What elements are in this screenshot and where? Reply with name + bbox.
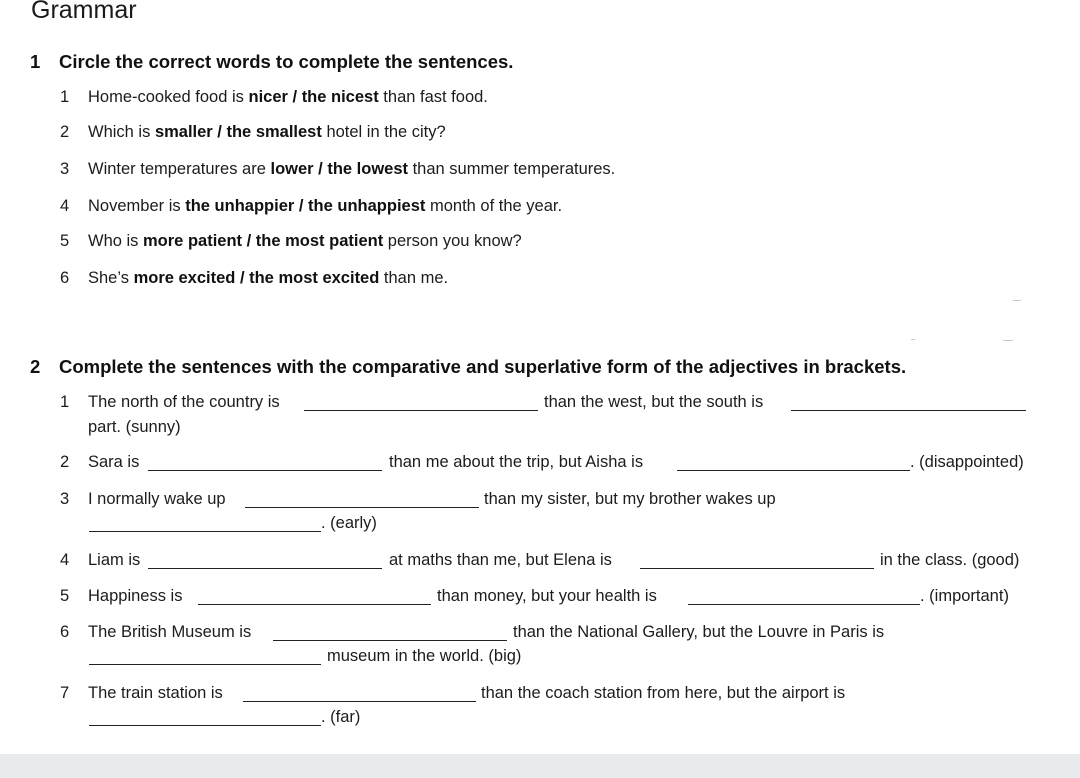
- scan-speck: [1003, 340, 1013, 341]
- ex1-item-number: 6: [60, 269, 70, 287]
- ex2-text: museum in the world. (big): [327, 647, 522, 665]
- ex2-item-3: [0, 490, 1080, 534]
- answer-blank[interactable]: [198, 604, 431, 605]
- exercise-2-instruction: Complete the sentences with the comparative and superlative form of the adjectives in brackets.: [59, 356, 907, 377]
- ex2-item-4: [0, 551, 1080, 573]
- ex2-item-7: [0, 684, 1080, 728]
- ex2-text: than the coach station from here, but the airport is: [481, 684, 846, 702]
- bottom-strip: [0, 754, 1080, 778]
- ex2-item-number: 6: [60, 623, 70, 641]
- scan-speck: [1013, 300, 1021, 301]
- ex1-text: month of the year.: [425, 197, 563, 215]
- ex2-text: than money, but your health is: [437, 587, 657, 605]
- answer-blank[interactable]: [89, 531, 321, 532]
- ex1-item-number: 1: [60, 88, 70, 106]
- ex1-item-number: 2: [60, 123, 70, 141]
- answer-blank[interactable]: [243, 701, 476, 702]
- ex1-text: Which is: [88, 123, 155, 141]
- ex1-text: Home-cooked food is: [88, 88, 249, 106]
- ex1-text: hotel in the city?: [321, 123, 446, 141]
- exercise-1-number: 1: [30, 51, 41, 72]
- ex2-item-number: 7: [60, 684, 70, 702]
- ex2-text: The north of the country is: [88, 393, 280, 411]
- answer-blank[interactable]: [304, 410, 538, 411]
- ex2-item-1: [0, 393, 1080, 437]
- ex1-text: person you know?: [383, 232, 522, 250]
- answer-blank[interactable]: [273, 640, 507, 641]
- answer-blank[interactable]: [640, 568, 874, 569]
- ex2-item-number: 5: [60, 587, 70, 605]
- ex2-text: . (important): [920, 587, 1009, 605]
- ex2-text: . (early): [321, 514, 377, 532]
- ex1-choice: smaller / the smallest: [154, 123, 322, 141]
- answer-blank[interactable]: [677, 470, 910, 471]
- answer-blank[interactable]: [89, 725, 321, 726]
- ex2-item-number: 2: [60, 453, 70, 471]
- exercise-1-instruction: Circle the correct words to complete the sentences.: [59, 51, 514, 72]
- ex2-text: I normally wake up: [88, 490, 226, 508]
- exercise-2-number: 2: [30, 356, 41, 377]
- answer-blank[interactable]: [148, 568, 382, 569]
- ex2-text: in the class. (good): [880, 551, 1020, 569]
- ex2-item-2: [0, 453, 1080, 475]
- ex2-item-5: [0, 587, 1080, 609]
- ex2-text: than me about the trip, but Aisha is: [389, 453, 644, 471]
- ex1-text: than me.: [379, 269, 449, 287]
- ex1-item-number: 3: [60, 160, 70, 178]
- answer-blank[interactable]: [89, 664, 321, 665]
- ex1-text: than summer temperatures.: [408, 160, 616, 178]
- ex2-item-number: 3: [60, 490, 70, 508]
- ex1-choice: the unhappier / the unhappiest: [185, 197, 426, 215]
- exercise-2-heading: [30, 356, 906, 378]
- ex2-item-number: 4: [60, 551, 70, 569]
- ex2-item-6: [0, 623, 1080, 667]
- ex1-choice: lower / the lowest: [270, 160, 409, 178]
- ex2-text: at maths than me, but Elena is: [389, 551, 612, 569]
- ex1-text: than fast food.: [378, 88, 488, 106]
- ex2-text: than the National Gallery, but the Louvre in Paris is: [513, 623, 885, 641]
- ex1-item-number: 5: [60, 232, 70, 250]
- ex1-text: Winter temperatures are: [88, 160, 271, 178]
- ex2-text: . (far): [321, 708, 361, 726]
- ex1-choice: more excited / the most excited: [133, 269, 380, 287]
- ex1-text: November is: [88, 197, 186, 215]
- ex2-text: Sara is: [88, 453, 140, 471]
- ex2-text: than the west, but the south is: [544, 393, 764, 411]
- ex1-item-number: 4: [60, 197, 70, 215]
- ex2-text: . (disappointed): [910, 453, 1024, 471]
- scan-speck: [911, 339, 915, 340]
- ex2-text: than my sister, but my brother wakes up: [484, 490, 776, 508]
- ex1-choice: more patient / the most patient: [143, 232, 384, 250]
- answer-blank[interactable]: [148, 470, 382, 471]
- page-title: Grammar: [31, 0, 137, 24]
- answer-blank[interactable]: [245, 507, 479, 508]
- ex2-text: The train station is: [88, 684, 223, 702]
- exercise-1-heading: [30, 51, 513, 73]
- answer-blank[interactable]: [688, 604, 920, 605]
- ex2-text: Happiness is: [88, 587, 183, 605]
- ex2-text: part. (sunny): [88, 418, 181, 436]
- ex2-item-number: 1: [60, 393, 70, 411]
- ex1-text: She’s: [88, 269, 134, 287]
- answer-blank[interactable]: [791, 410, 1026, 411]
- ex1-text: Who is: [88, 232, 144, 250]
- ex2-text: The British Museum is: [88, 623, 252, 641]
- ex2-text: Liam is: [88, 551, 141, 569]
- ex1-choice: nicer / the nicest: [248, 88, 379, 106]
